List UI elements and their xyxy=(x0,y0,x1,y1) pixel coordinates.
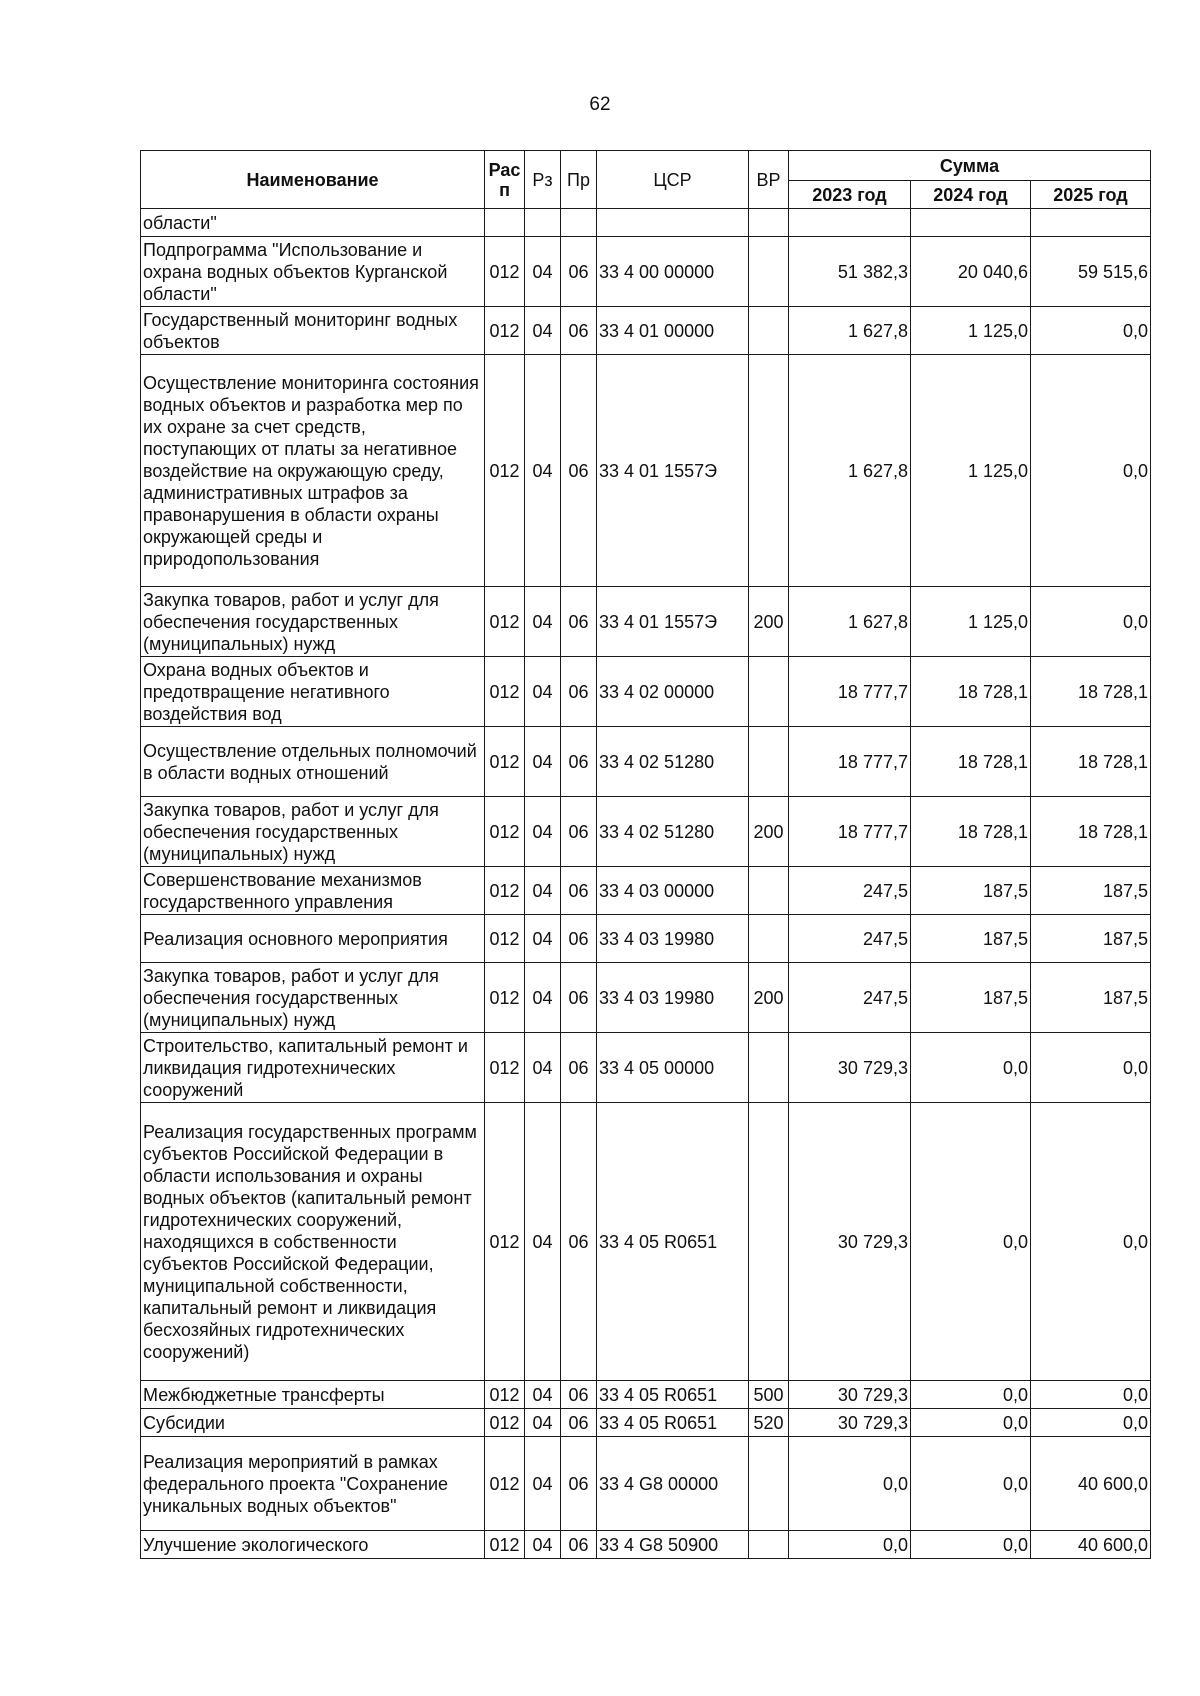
row-pr: 06 xyxy=(561,727,597,797)
header-vr: ВР xyxy=(749,151,789,209)
header-year-2024: 2024 год xyxy=(911,181,1031,209)
row-pr: 06 xyxy=(561,867,597,915)
row-sum-2024: 187,5 xyxy=(911,867,1031,915)
row-pr: 06 xyxy=(561,797,597,867)
row-sum-2023: 247,5 xyxy=(789,867,911,915)
row-sum-2023: 18 777,7 xyxy=(789,727,911,797)
row-rz: 04 xyxy=(525,307,561,355)
row-rasp: 012 xyxy=(485,1409,525,1437)
row-csr: 33 4 03 19980 xyxy=(597,963,749,1033)
row-csr: 33 4 G8 00000 xyxy=(597,1437,749,1531)
row-name: Государственный мониторинг водных объектов xyxy=(141,307,485,355)
row-csr: 33 4 03 00000 xyxy=(597,867,749,915)
row-name: Подпрограмма "Использование и охрана водных объектов Курганской области" xyxy=(141,237,485,307)
row-rasp: 012 xyxy=(485,355,525,587)
row-rz: 04 xyxy=(525,355,561,587)
row-sum-2024: 1 125,0 xyxy=(911,307,1031,355)
row-sum-2025: 0,0 xyxy=(1031,307,1151,355)
row-pr: 06 xyxy=(561,963,597,1033)
row-pr: 06 xyxy=(561,1437,597,1531)
row-sum-2024: 18 728,1 xyxy=(911,797,1031,867)
row-pr: 06 xyxy=(561,915,597,963)
row-rz: 04 xyxy=(525,1103,561,1381)
row-rasp: 012 xyxy=(485,963,525,1033)
row-name: Межбюджетные трансферты xyxy=(141,1381,485,1409)
row-sum-2024: 1 125,0 xyxy=(911,587,1031,657)
row-pr: 06 xyxy=(561,1103,597,1381)
row-vr xyxy=(749,1033,789,1103)
row-sum-2024: 1 125,0 xyxy=(911,355,1031,587)
row-rasp: 012 xyxy=(485,1381,525,1409)
table-header xyxy=(141,151,1151,209)
table-row xyxy=(141,727,1151,797)
table-row xyxy=(141,1409,1151,1437)
row-csr: 33 4 01 1557Э xyxy=(597,355,749,587)
row-sum-2023: 247,5 xyxy=(789,963,911,1033)
row-sum-2025: 18 728,1 xyxy=(1031,727,1151,797)
table-row xyxy=(141,797,1151,867)
row-sum-2025: 187,5 xyxy=(1031,963,1151,1033)
row-rz: 04 xyxy=(525,1409,561,1437)
row-vr: 200 xyxy=(749,797,789,867)
row-name: Улучшение экологического xyxy=(141,1531,485,1559)
row-name: Осуществление отдельных полномочий в области водных отношений xyxy=(141,727,485,797)
row-sum-2025: 0,0 xyxy=(1031,1381,1151,1409)
row-sum-2024 xyxy=(911,209,1031,237)
row-name: Совершенствование механизмов государственного управления xyxy=(141,867,485,915)
row-name: Реализация мероприятий в рамках федерального проекта "Сохранение уникальных водных объектов" xyxy=(141,1437,485,1531)
row-sum-2023: 18 777,7 xyxy=(789,797,911,867)
row-pr: 06 xyxy=(561,657,597,727)
row-vr xyxy=(749,1531,789,1559)
row-rasp: 012 xyxy=(485,587,525,657)
row-csr: 33 4 05 00000 xyxy=(597,1033,749,1103)
table-row xyxy=(141,1381,1151,1409)
page-number: 62 xyxy=(589,94,611,115)
row-rasp: 012 xyxy=(485,1531,525,1559)
row-name: Закупка товаров, работ и услуг для обеспечения государственных (муниципальных) нужд xyxy=(141,587,485,657)
row-csr: 33 4 05 R0651 xyxy=(597,1381,749,1409)
row-sum-2024: 0,0 xyxy=(911,1103,1031,1381)
row-pr: 06 xyxy=(561,1033,597,1103)
table-row xyxy=(141,355,1151,587)
budget-table xyxy=(140,150,1151,1559)
row-pr: 06 xyxy=(561,307,597,355)
header-rasp: Расп xyxy=(485,151,525,209)
row-name: Осуществление мониторинга состояния водных объектов и разработка мер по их охране за счет средств, поступающих от платы за негативное воздействие на окружающую среду, административных штрафов за правонарушения в области охраны окружающей среды и природопользования xyxy=(141,355,485,587)
row-csr: 33 4 02 51280 xyxy=(597,797,749,867)
row-vr xyxy=(749,727,789,797)
row-csr: 33 4 02 51280 xyxy=(597,727,749,797)
row-rz: 04 xyxy=(525,727,561,797)
row-vr xyxy=(749,355,789,587)
table-row xyxy=(141,963,1151,1033)
row-vr xyxy=(749,657,789,727)
row-vr xyxy=(749,1103,789,1381)
table-row xyxy=(141,1103,1151,1381)
table-row xyxy=(141,587,1151,657)
table-row xyxy=(141,1033,1151,1103)
row-rasp: 012 xyxy=(485,867,525,915)
row-sum-2025: 187,5 xyxy=(1031,915,1151,963)
table-row xyxy=(141,867,1151,915)
row-vr xyxy=(749,1437,789,1531)
row-sum-2024: 0,0 xyxy=(911,1531,1031,1559)
row-sum-2025 xyxy=(1031,209,1151,237)
row-vr xyxy=(749,867,789,915)
row-vr: 520 xyxy=(749,1409,789,1437)
table-row xyxy=(141,1531,1151,1559)
row-sum-2025: 0,0 xyxy=(1031,1103,1151,1381)
row-rz: 04 xyxy=(525,797,561,867)
row-rz: 04 xyxy=(525,1381,561,1409)
row-rasp xyxy=(485,209,525,237)
table-row xyxy=(141,209,1151,237)
row-sum-2025: 0,0 xyxy=(1031,587,1151,657)
row-sum-2025: 18 728,1 xyxy=(1031,797,1151,867)
row-rasp: 012 xyxy=(485,797,525,867)
row-rasp: 012 xyxy=(485,237,525,307)
row-csr: 33 4 00 00000 xyxy=(597,237,749,307)
row-pr: 06 xyxy=(561,587,597,657)
row-sum-2023 xyxy=(789,209,911,237)
table-body xyxy=(141,209,1151,1559)
row-name: области" xyxy=(141,209,485,237)
row-rz: 04 xyxy=(525,867,561,915)
row-sum-2024: 18 728,1 xyxy=(911,657,1031,727)
header-csr: ЦСР xyxy=(597,151,749,209)
row-sum-2024: 187,5 xyxy=(911,963,1031,1033)
row-vr xyxy=(749,915,789,963)
row-rasp: 012 xyxy=(485,727,525,797)
row-rz: 04 xyxy=(525,237,561,307)
row-sum-2023: 0,0 xyxy=(789,1531,911,1559)
row-sum-2023: 18 777,7 xyxy=(789,657,911,727)
row-vr: 200 xyxy=(749,963,789,1033)
row-sum-2023: 30 729,3 xyxy=(789,1033,911,1103)
row-sum-2025: 40 600,0 xyxy=(1031,1531,1151,1559)
row-sum-2025: 18 728,1 xyxy=(1031,657,1151,727)
row-sum-2025: 0,0 xyxy=(1031,1033,1151,1103)
row-rasp: 012 xyxy=(485,657,525,727)
row-rasp: 012 xyxy=(485,1103,525,1381)
row-sum-2023: 0,0 xyxy=(789,1437,911,1531)
row-sum-2024: 0,0 xyxy=(911,1033,1031,1103)
row-rz xyxy=(525,209,561,237)
row-sum-2023: 1 627,8 xyxy=(789,355,911,587)
row-sum-2024: 0,0 xyxy=(911,1437,1031,1531)
header-year-2023: 2023 год xyxy=(789,181,911,209)
row-name: Реализация государственных программ субъектов Российской Федерации в области использования и охраны водных объектов (капитальный ремонт гидротехнических сооружений, находящихся в собственности субъектов Российской Федерации, муниципальной собственности, капитальный ремонт и ликвидация бесхозяйных гидротехнических сооружений) xyxy=(141,1103,485,1381)
row-sum-2024: 187,5 xyxy=(911,915,1031,963)
row-rz: 04 xyxy=(525,1437,561,1531)
row-rz: 04 xyxy=(525,1033,561,1103)
row-sum-2024: 18 728,1 xyxy=(911,727,1031,797)
table-row xyxy=(141,915,1151,963)
row-sum-2023: 51 382,3 xyxy=(789,237,911,307)
row-sum-2023: 1 627,8 xyxy=(789,587,911,657)
header-sum: Сумма xyxy=(789,151,1151,181)
row-name: Закупка товаров, работ и услуг для обеспечения государственных (муниципальных) нужд xyxy=(141,797,485,867)
row-name: Строительство, капитальный ремонт и ликвидация гидротехнических сооружений xyxy=(141,1033,485,1103)
row-csr: 33 4 01 00000 xyxy=(597,307,749,355)
row-csr: 33 4 G8 50900 xyxy=(597,1531,749,1559)
header-pr: Пр xyxy=(561,151,597,209)
row-pr xyxy=(561,209,597,237)
row-sum-2025: 40 600,0 xyxy=(1031,1437,1151,1531)
row-sum-2023: 30 729,3 xyxy=(789,1409,911,1437)
row-rasp: 012 xyxy=(485,1437,525,1531)
row-sum-2025: 0,0 xyxy=(1031,355,1151,587)
row-csr xyxy=(597,209,749,237)
row-sum-2023: 30 729,3 xyxy=(789,1103,911,1381)
row-csr: 33 4 05 R0651 xyxy=(597,1409,749,1437)
row-csr: 33 4 05 R0651 xyxy=(597,1103,749,1381)
header-year-2025: 2025 год xyxy=(1031,181,1151,209)
row-name: Субсидии xyxy=(141,1409,485,1437)
row-vr: 500 xyxy=(749,1381,789,1409)
row-rasp: 012 xyxy=(485,915,525,963)
row-pr: 06 xyxy=(561,1409,597,1437)
row-vr: 200 xyxy=(749,587,789,657)
table-row xyxy=(141,307,1151,355)
row-pr: 06 xyxy=(561,237,597,307)
header-name: Наименование xyxy=(141,151,485,209)
row-sum-2025: 187,5 xyxy=(1031,867,1151,915)
row-rasp: 012 xyxy=(485,307,525,355)
row-name: Реализация основного мероприятия xyxy=(141,915,485,963)
row-rz: 04 xyxy=(525,587,561,657)
row-sum-2025: 0,0 xyxy=(1031,1409,1151,1437)
row-csr: 33 4 03 19980 xyxy=(597,915,749,963)
row-sum-2024: 20 040,6 xyxy=(911,237,1031,307)
row-name: Охрана водных объектов и предотвращение негативного воздействия вод xyxy=(141,657,485,727)
row-pr: 06 xyxy=(561,355,597,587)
row-vr xyxy=(749,237,789,307)
table-row xyxy=(141,237,1151,307)
row-rz: 04 xyxy=(525,963,561,1033)
row-pr: 06 xyxy=(561,1531,597,1559)
row-rz: 04 xyxy=(525,657,561,727)
row-rz: 04 xyxy=(525,915,561,963)
row-sum-2023: 247,5 xyxy=(789,915,911,963)
row-vr xyxy=(749,209,789,237)
row-rasp: 012 xyxy=(485,1033,525,1103)
row-vr xyxy=(749,307,789,355)
row-sum-2024: 0,0 xyxy=(911,1381,1031,1409)
row-name: Закупка товаров, работ и услуг для обеспечения государственных (муниципальных) нужд xyxy=(141,963,485,1033)
row-sum-2025: 59 515,6 xyxy=(1031,237,1151,307)
header-rz: Рз xyxy=(525,151,561,209)
table-row xyxy=(141,1437,1151,1531)
row-pr: 06 xyxy=(561,1381,597,1409)
row-sum-2023: 1 627,8 xyxy=(789,307,911,355)
row-rz: 04 xyxy=(525,1531,561,1559)
row-sum-2023: 30 729,3 xyxy=(789,1381,911,1409)
row-csr: 33 4 02 00000 xyxy=(597,657,749,727)
row-csr: 33 4 01 1557Э xyxy=(597,587,749,657)
table-row xyxy=(141,657,1151,727)
row-sum-2024: 0,0 xyxy=(911,1409,1031,1437)
